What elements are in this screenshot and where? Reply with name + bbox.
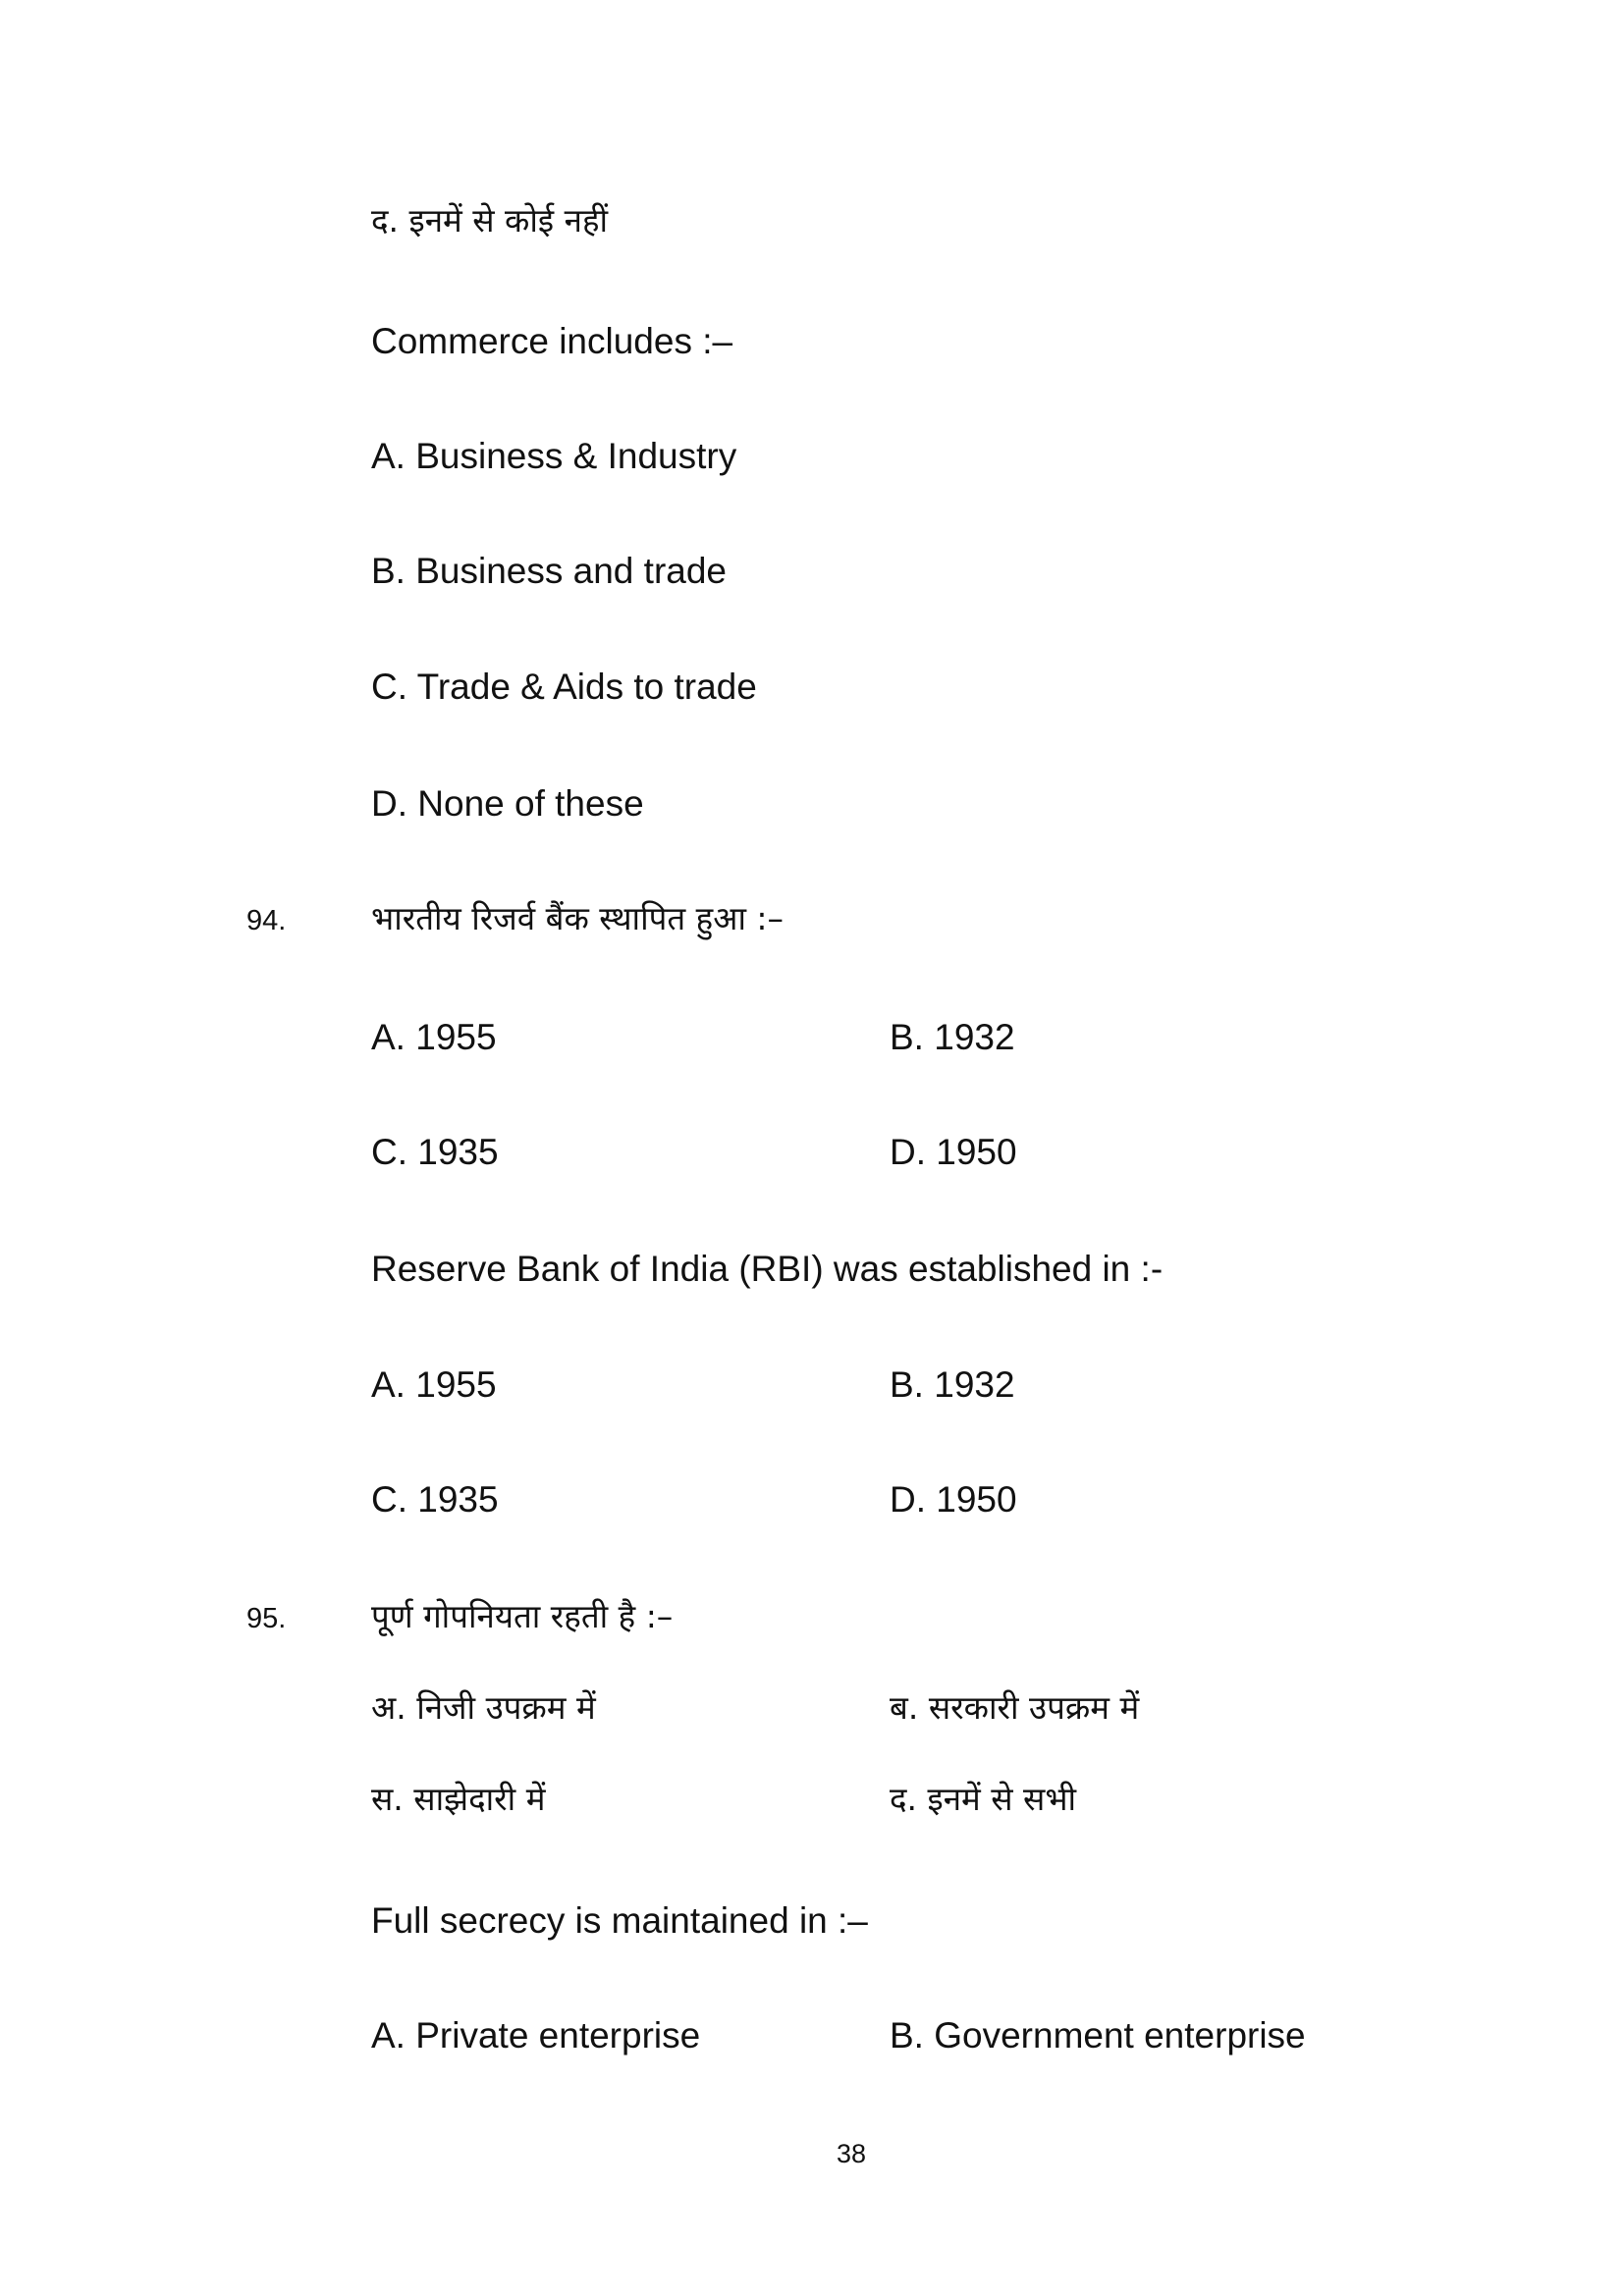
- option-b-hindi: ब. सरकारी उपक्रम में: [890, 1688, 1140, 1727]
- option-c: C. 1935: [371, 1479, 499, 1520]
- page-number: 38: [836, 2139, 867, 2168]
- option-c: C. Trade & Aids to trade: [371, 667, 757, 707]
- option-a: A. Business & Industry: [371, 436, 737, 476]
- option-d-hindi: द. इनमें से सभी: [890, 1780, 1077, 1818]
- question-text-english: Full secrecy is maintained in :–: [371, 1900, 868, 1941]
- option-a: A. 1955: [371, 1017, 497, 1057]
- option-b: B. 1932: [890, 1364, 1015, 1405]
- question-number: 95.: [246, 1603, 287, 1634]
- option-a: A. Private enterprise: [371, 2015, 701, 2056]
- option-d: D. 1950: [890, 1479, 1017, 1520]
- question-text-hindi: भारतीय रिजर्व बैंक स्थापित हुआ :–: [371, 899, 785, 937]
- question-text-english: Reserve Bank of India (RBI) was established in :-: [371, 1249, 1164, 1289]
- option-c-hindi: स. साझेदारी में: [371, 1780, 546, 1818]
- option-b: B. 1932: [890, 1017, 1015, 1057]
- option-a: A. 1955: [371, 1364, 497, 1405]
- option-c: C. 1935: [371, 1132, 499, 1172]
- option-d-hindi: द. इनमें से कोई नहीं: [371, 201, 609, 240]
- question-text-hindi: पूर्ण गोपनियता रहती है :–: [371, 1597, 674, 1635]
- option-b: B. Government enterprise: [890, 2015, 1306, 2056]
- option-a-hindi: अ. निजी उपक्रम में: [371, 1688, 596, 1727]
- option-d: D. 1950: [890, 1132, 1017, 1172]
- question-text: Commerce includes :–: [371, 321, 733, 361]
- option-d: D. None of these: [371, 783, 644, 824]
- option-b: B. Business and trade: [371, 551, 727, 591]
- question-number: 94.: [246, 905, 287, 936]
